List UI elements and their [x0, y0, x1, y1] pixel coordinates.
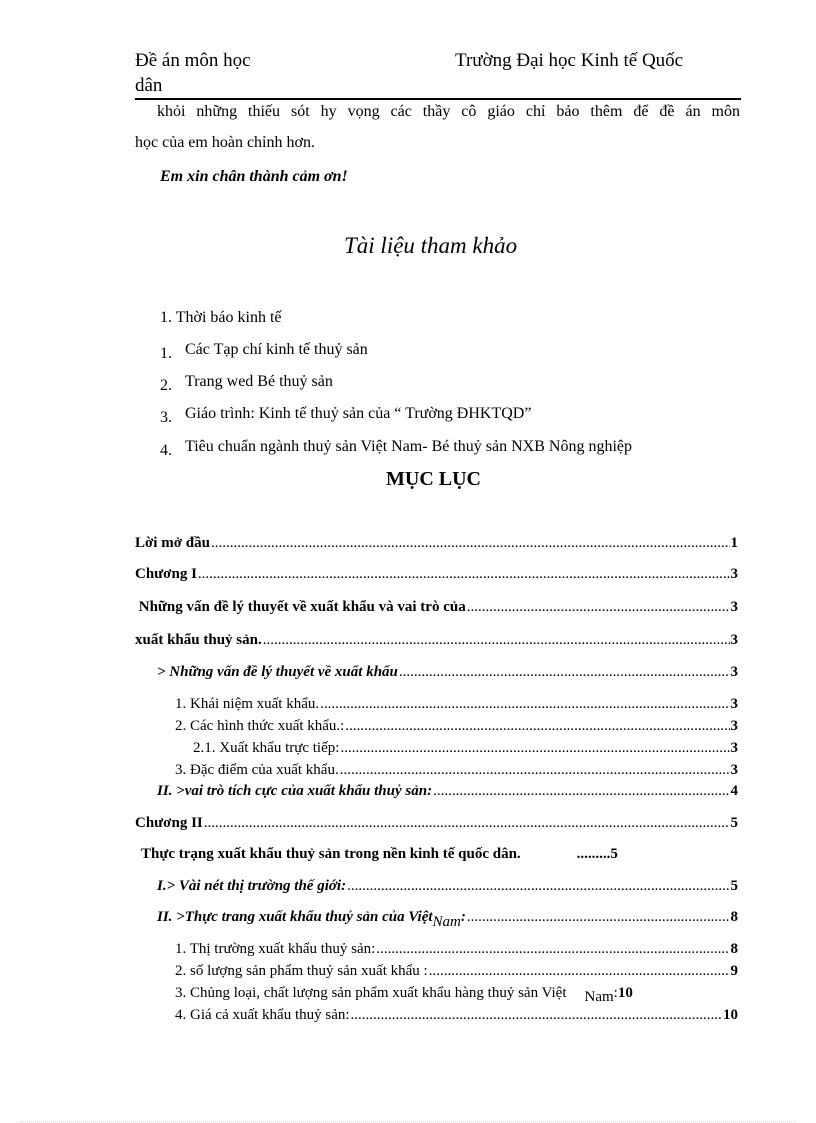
toc-entry-label: 1. Khái niệm xuất khẩu.: [175, 696, 320, 712]
toc-entry: [135, 599, 738, 616]
toc-entry-page: 3: [730, 762, 738, 778]
toc-entry: [175, 762, 738, 779]
references-title: Tài liệu tham khảo: [344, 233, 518, 258]
toc-entry-page: 3: [730, 599, 738, 615]
toc-entry-label: xuất khẩu thuỷ sản.: [135, 632, 262, 648]
toc-entry-page: 3: [730, 718, 738, 734]
toc-leader: [345, 718, 729, 735]
toc-entry-label-tail: :: [613, 985, 618, 1001]
toc-leader: [429, 963, 730, 980]
toc-entry-label: 3. Đặc điểm của xuất khẩu.: [175, 762, 339, 778]
toc-entry-label: 1. Thị trường xuất khẩu thuỷ sản:: [175, 941, 376, 957]
toc-entry-page: 3: [730, 696, 738, 712]
toc-entry-label: > Những vấn đề lý thuyết về xuất khẩu: [157, 664, 398, 680]
toc-leader: [399, 664, 730, 681]
toc-entry: [135, 815, 738, 832]
toc-leader: [211, 535, 730, 552]
toc-entry-label: Lời mở đầu: [135, 535, 210, 551]
toc-entry-page: 3: [730, 632, 738, 648]
toc-entry: [135, 535, 738, 552]
toc-entry: [135, 632, 738, 649]
toc-entry: [193, 740, 738, 757]
toc-entry: [157, 909, 738, 930]
toc-title: MỤC LỤC: [386, 468, 481, 490]
toc-entry-page: 4: [730, 783, 738, 799]
toc-leader: [376, 941, 729, 958]
toc-leader: [198, 566, 730, 583]
reference-text: Trang wed Bé thuỷ sản: [185, 373, 333, 390]
toc-entry: [175, 963, 738, 980]
toc-entry: [175, 941, 738, 958]
thanks-line: Em xin chân thành cảm ơn!: [160, 168, 348, 185]
header-right: Trường Đại học Kinh tế Quốc: [455, 50, 684, 71]
toc-leader: [347, 878, 729, 895]
header-left-line2: dân: [135, 75, 163, 96]
toc-entry-label-sub: Nam: [584, 989, 614, 1005]
toc-entry-page: 8: [730, 941, 738, 957]
toc-leader: [340, 762, 730, 779]
reference-item: [160, 309, 282, 327]
toc-leader: [340, 740, 729, 757]
toc-entry-page: 3: [730, 566, 738, 582]
toc-entry: [157, 783, 738, 800]
toc-entry: [135, 566, 738, 583]
toc-entry-label: 2. Các hình thức xuất khẩu.:: [175, 718, 345, 734]
header-rule: [135, 98, 741, 100]
toc-entry-label-sub: Nam: [432, 914, 461, 930]
toc-entry-page: 1: [730, 535, 738, 551]
reference-text: Tiêu chuẩn ngành thuỷ sản Việt Nam- Bé thuỷ sản NXB Nông nghiệp: [185, 438, 632, 455]
toc-entry-page: 5: [610, 846, 618, 862]
toc-leader: [433, 783, 729, 800]
toc-entry-page: 10: [617, 985, 633, 1001]
toc-leader: [467, 599, 730, 616]
paragraph-line-2: học của em hoàn chỉnh hơn.: [135, 134, 315, 151]
reference-number: 1.: [160, 309, 172, 326]
toc-entry-label: II. >Thực trang xuất khẩu thuỷ sản của Việt: [157, 909, 433, 925]
toc-leader: [263, 632, 730, 649]
toc-entry-label: II. >vai trò tích cực của xuất khẩu thuỷ sản:: [157, 783, 433, 799]
toc-entry-page: 3: [730, 740, 738, 756]
reference-number: 4.: [160, 442, 172, 459]
reference-number: 2.: [160, 377, 172, 394]
toc-entry-page: 8: [730, 909, 738, 925]
toc-entry: [175, 696, 738, 713]
paragraph-line-1: khỏi những thiếu sót hy vọng các thầy cô giáo chỉ bảo thêm để đề án môn: [157, 103, 740, 120]
reference-number: 3.: [160, 409, 172, 426]
toc-entry: [175, 985, 744, 1005]
toc-entry-page: 10: [723, 1007, 738, 1023]
toc-entry-page: 9: [730, 963, 738, 979]
toc-entry-label: Chương I: [135, 566, 197, 582]
header-left-line1: Đề án môn học: [135, 50, 251, 71]
toc-entry-label: 3. Chủng loại, chất lượng sản phẩm xuất khẩu hàng thuỷ sản Việt: [175, 985, 567, 1001]
toc-leader: [320, 696, 729, 713]
toc-leader: [467, 909, 730, 926]
reference-text: Giáo trình: Kinh tế thuỷ sản của “ Trường ĐHKTQD”: [185, 405, 532, 422]
toc-entry-label: 2.1. Xuất khẩu trực tiếp:: [193, 740, 340, 756]
toc-entry-label: 2. số lượng sản phẩm thuỷ sản xuất khẩu :: [175, 963, 428, 979]
toc-entry-label: Những vấn đề lý thuyết về xuất khẩu và vai trò của: [135, 599, 466, 615]
toc-entry-label-tail: :: [460, 909, 466, 925]
toc-entry: Thực trạng xuất khẩu thuỷ sản trong nền kinh tế quốc dân. ......... 5: [141, 846, 618, 862]
page-bottom-border: [20, 1121, 796, 1122]
toc-entry: [175, 718, 738, 735]
toc-leader: [204, 815, 730, 832]
toc-entry-page: 5: [730, 815, 738, 831]
toc-entry: [157, 664, 738, 681]
toc-entry-page: 5: [730, 878, 738, 894]
toc-entry-label: Thực trạng xuất khẩu thuỷ sản trong nền kinh tế quốc dân.: [141, 846, 521, 862]
toc-entry-page: 3: [730, 664, 738, 680]
reference-text: Thời báo kinh tế: [175, 309, 282, 326]
reference-text: Các Tạp chí kinh tế thuỷ sản: [185, 341, 368, 358]
reference-number: 1.: [160, 345, 172, 362]
toc-entry: [157, 878, 738, 895]
toc-entry-label: Chương II: [135, 815, 203, 831]
toc-entry: [175, 1007, 738, 1024]
toc-entry-label: I.> Vài nét thị trường thế giới:: [157, 878, 347, 894]
toc-entry-label: 4. Giá cả xuất khẩu thuỷ sản:: [175, 1007, 350, 1023]
toc-leader: [351, 1007, 722, 1024]
